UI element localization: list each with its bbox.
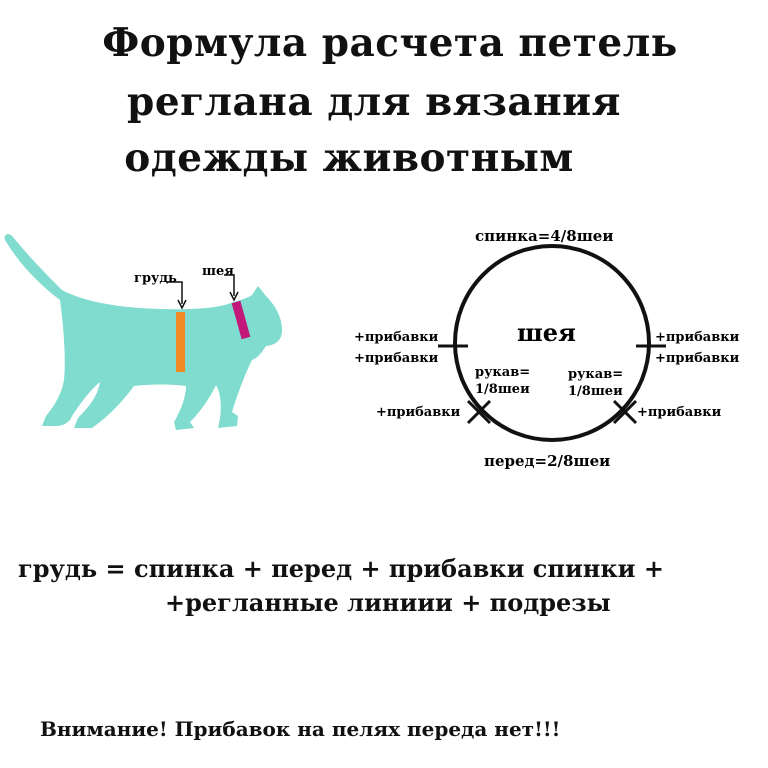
sleeve-left-label-2: 1/8шеи — [475, 382, 530, 397]
chest-label: грудь — [134, 271, 177, 286]
title-line-1: Формула расчета петель — [102, 20, 678, 66]
increase-label-left-1: +прибавки — [354, 330, 439, 345]
increase-label-right-1: +прибавки — [655, 330, 740, 345]
increase-label-right-3: +прибавки — [637, 405, 722, 420]
title-line-2: реглана для вязания — [127, 79, 621, 125]
back-label: спинка=4/8шеи — [475, 227, 614, 245]
sleeve-left-label-1: рукав= — [475, 365, 531, 380]
cat-illustration — [5, 234, 282, 430]
sleeve-right-label-2: 1/8шеи — [568, 384, 623, 399]
warning-note: Внимание! Прибавок на пелях переда нет!!! — [40, 717, 561, 741]
formula-line-1: грудь = спинка + перед + прибавки спинки + — [18, 554, 664, 583]
increase-label-right-2: +прибавки — [655, 351, 740, 366]
neck-label: шея — [202, 264, 234, 279]
formula-line-2: +регланные линиии + подрезы — [165, 588, 611, 617]
neck-circle-diagram — [354, 227, 740, 470]
title-line-3: одежды животным — [124, 135, 574, 181]
front-label: перед=2/8шеи — [484, 452, 611, 470]
increase-label-left-3: +прибавки — [376, 405, 461, 420]
increase-label-left-2: +прибавки — [354, 351, 439, 366]
chest-band — [176, 312, 185, 372]
neck-center-label: шея — [517, 318, 576, 347]
sleeve-right-label-1: рукав= — [568, 367, 624, 382]
